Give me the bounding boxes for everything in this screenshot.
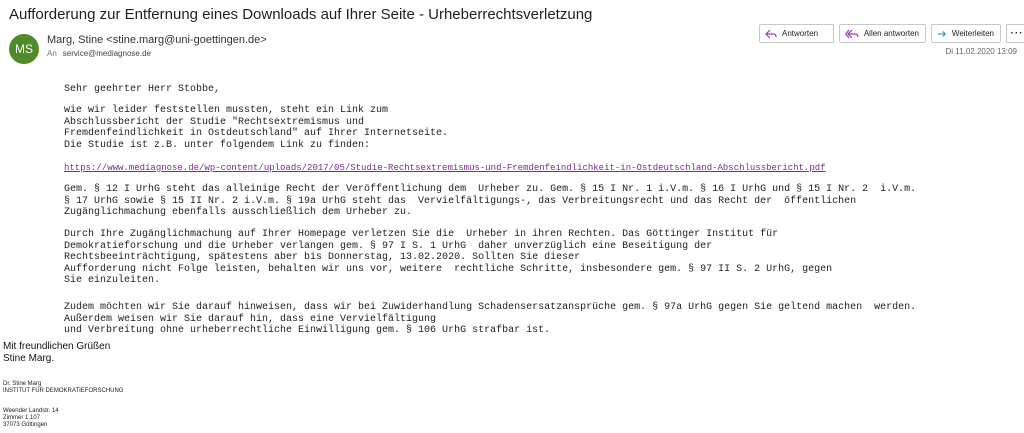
email-subject: Aufforderung zur Entfernung eines Downloads auf Ihrer Seite - Urheberrechtsverletzung — [9, 6, 593, 23]
closing-greeting: Mit freundlichen Grüßen — [3, 341, 111, 352]
signature-name: Dr. Stine Marg — [3, 381, 42, 387]
avatar[interactable]: MS — [9, 34, 39, 64]
signature-block — [3, 381, 123, 395]
reply-all-icon — [845, 29, 859, 39]
recipient-row — [47, 49, 151, 58]
reply-all-label: Allen antworten — [863, 29, 919, 38]
body-line: Fremdenfeindlichkeit in Ostdeutschland" auf Ihrer Internetseite. — [64, 128, 449, 139]
body-line: wie wir leider feststellen mussten, steht ein Link zum — [64, 105, 389, 116]
study-link[interactable]: https://www.mediagnose.de/wp-content/uploads/2017/05/Studie-Rechtsextremismus-und-Fremdenfeindlichkeit-in-Ostdeutschland-Abschlussbericht.pdf — [64, 163, 826, 173]
paragraph-damages — [64, 302, 916, 337]
to-label: An — [47, 49, 57, 58]
forward-button[interactable] — [931, 24, 1001, 43]
action-toolbar — [759, 24, 1024, 43]
recipient-address[interactable]: service@mediagnose.de — [62, 49, 151, 58]
signature-institute: INSTITUT FÜR DEMOKRATIEFORSCHUNG — [3, 388, 124, 394]
signature-room: Zimmer 1.107 — [3, 415, 41, 421]
body-line: Gem. § 12 I UrhG steht das alleinige Recht der Veröffentlichung dem Urheber zu. Gem. § 15 I Nr. 1 i.V.m. § 16 I UrhG und § 15 I Nr. 2 i.V.m. — [64, 184, 917, 195]
forward-icon — [937, 29, 947, 39]
closing — [3, 341, 110, 365]
paragraph-demand — [64, 229, 832, 287]
forward-label: Weiterleiten — [951, 29, 994, 38]
signature-street: Weender Landstr. 14 — [3, 408, 59, 414]
more-actions-button[interactable]: ··· — [1006, 24, 1024, 43]
sender-name[interactable]: Marg, Stine <stine.marg@uni-goettingen.de> — [47, 34, 267, 46]
closing-name: Stine Marg. — [3, 353, 55, 364]
body-line: Sie einzuleiten. — [64, 275, 161, 286]
reply-icon — [765, 29, 777, 39]
reply-button[interactable] — [759, 24, 834, 43]
body-line: Die Studie ist z.B. unter folgendem Link zu finden: — [64, 139, 371, 151]
body-line: Durch Ihre Zugänglichmachung auf Ihrer Homepage verletzen Sie die Urheber in ihren Rechten. Das Göttinger Institut für — [64, 229, 779, 240]
paragraph-rights — [64, 184, 916, 219]
reply-all-button[interactable] — [839, 24, 926, 43]
body-line: Abschlussbericht der Studie "Rechtsextremismus und — [64, 116, 365, 128]
body-line: Rechtsbeeinträchtigung, spätestens aber bis Donnerstag, 13.02.2020. Sollten Sie dieser — [64, 252, 581, 263]
body-line: § 17 UrhG sowie § 15 II Nr. 2 i.V.m. § 19a UrhG steht das Vervielfältigungs-, das Verbreitungsrecht und das Recht der öffentlichen — [64, 195, 857, 207]
body-line: Außerdem weisen wir Sie darauf hin, dass eine Vervielfältigung — [64, 313, 437, 325]
body-line: Zugänglichmachung ebenfalls ausschließlich dem Urheber zu. — [64, 207, 413, 218]
paragraph-intro — [64, 105, 448, 151]
sent-date: Di 11.02.2020 13:09 — [945, 47, 1017, 56]
salutation: Sehr geehrter Herr Stobbe, — [64, 84, 221, 95]
body-line: Zudem möchten wir Sie darauf hinweisen, dass wir bei Zuwiderhandlung Schadensersatzansprüche gem. § 97a UrhG gegen Sie geltend machen werden. — [64, 302, 917, 313]
reply-label: Antworten — [782, 29, 819, 38]
signature-address — [3, 408, 59, 429]
signature-city: 37073 Göttingen — [3, 422, 48, 428]
body-line: Aufforderung nicht Folge leisten, behalten wir uns vor, weitere rechtliche Schritte, insbesondere gem. § 97 II S. 2 UrhG, gegen — [64, 263, 833, 275]
body-line: und Verbreitung ohne urheberrechtliche Einwilligung gem. § 106 UrhG strafbar ist. — [64, 325, 551, 336]
body-line: Demokratieforschung und die Urheber verlangen gem. § 97 I S. 1 UrhG daher unverzüglich eine Beseitigung der — [64, 240, 713, 252]
